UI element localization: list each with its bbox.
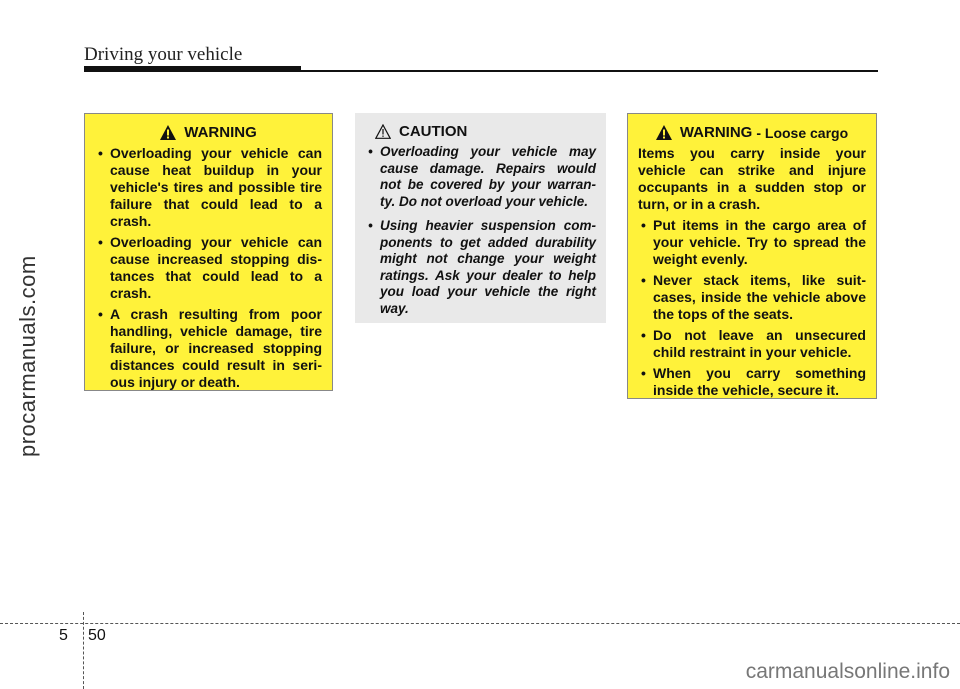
warning-subtitle-text: - Loose cargo xyxy=(756,124,849,141)
warning-triangle-icon xyxy=(656,125,672,140)
warning-title-text: WARNING xyxy=(679,124,753,141)
caution-box-overloading xyxy=(355,113,606,323)
warning-box-title xyxy=(95,124,322,141)
list-item: • Overloading your vehicle may cause damage. Repairs would not be covered by your warran-ty. Do not overload your vehicle. xyxy=(365,144,596,210)
warning-box-loose-cargo xyxy=(627,113,877,399)
warning-title-text: WARNING xyxy=(184,124,257,141)
caution-bullet-list xyxy=(365,144,596,317)
footer-divider xyxy=(0,623,960,624)
list-item: • A crash resulting from poor handling, vehicle damage, tire failure, or increased stopping distances could result in seri-ous injury or death. xyxy=(95,306,322,391)
warning-bullet-list xyxy=(638,217,866,399)
warning-bullet-list xyxy=(95,145,322,391)
warning-intro-text: Items you carry inside your vehicle can strike and injure occupants in a sudden stop or turn, or in a crash. xyxy=(638,145,866,212)
chapter-number: 5 xyxy=(59,627,68,644)
list-item: • Using heavier suspension com-ponents to get added durability might not change your weight ratings. Ask your dealer to help you load your vehicle the right way. xyxy=(365,218,596,317)
header-rule-thin xyxy=(300,70,878,72)
page-number: 50 xyxy=(88,627,106,644)
list-item: • When you carry something inside the vehicle, secure it. xyxy=(638,365,866,399)
caution-triangle-icon xyxy=(375,124,391,139)
list-item: • Overloading your vehicle can cause increased stopping dis-tances that could lead to a crash. xyxy=(95,234,322,302)
footer-watermark: carmanualsonline.info xyxy=(745,660,950,683)
caution-title-text: CAUTION xyxy=(399,123,468,140)
side-watermark: procarmanuals.com xyxy=(15,255,40,457)
list-item: • Do not leave an unsecured child restraint in your vehicle. xyxy=(638,327,866,361)
list-item: • Put items in the cargo area of your vehicle. Try to spread the weight evenly. xyxy=(638,217,866,268)
list-item: • Never stack items, like suit-cases, inside the vehicle above the tops of the seats. xyxy=(638,272,866,323)
caution-box-title xyxy=(365,123,596,140)
page-header-title: Driving your vehicle xyxy=(84,44,243,65)
list-item: • Overloading your vehicle can cause heat buildup in your vehicle's tires and possible tire failure that could lead to a crash. xyxy=(95,145,322,230)
warning-triangle-icon xyxy=(160,125,176,140)
warning-box-title xyxy=(638,124,866,141)
footer-vertical-divider xyxy=(83,612,84,689)
header-rule-thick xyxy=(84,66,301,72)
warning-box-overloading xyxy=(84,113,333,391)
